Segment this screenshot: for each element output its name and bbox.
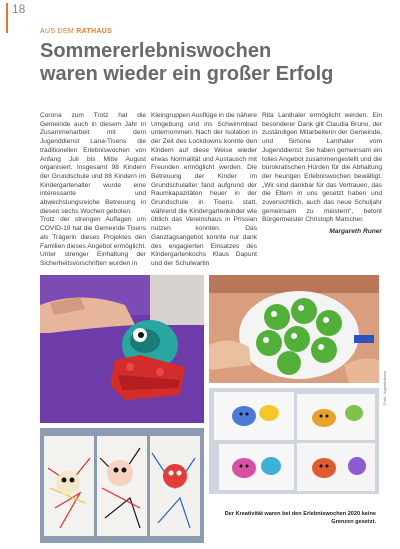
photo-splatter-figures <box>40 428 204 543</box>
paragraph: Corona zum Trotz hat die Gemeinde auch in diesem Jahr in Zusammenarbeit mit dem Jugenddienst Lana-Tisens die traditionellen Erlebniswochen von Anfang Juli bis Mitte August organisiert. Insgesamt 98 Kindern der Grundschule und 88 Kindern im Kindergartenalter wurde eine interessante und abwechslungsreiche Betreuung in diesen sechs Wochen geboten. <box>40 112 146 215</box>
section-prefix: AUS DEM <box>40 28 77 35</box>
paragraph: Rita Lanthaler ermöglicht werden. Ein besonderer Dank gilt Claudia Bruno, der zuständigen Mitarbeiterin der Gemeinde, und Simone Lanthaler vom Jugenddienst: Sie haben gemeinsam ein tolles Angebot zusammengestellt und die bürokratischen Hürden für die Abhaltung der heurigen Erlebniswochen bewältigt. „Wir sind dankbar für das Vertrauen, das die Eltern in uns gesetzt haben und zuversichtlich, auch das neue Schuljahr gemeinsam zu meistern“, betont Bürgermeister Christoph Matscher. <box>262 112 382 224</box>
photo-dinosaur-cupcakes <box>209 275 379 383</box>
text-column-1 <box>40 112 146 269</box>
paragraph: Trotz der strengen Auflagen um COVID-19 hat die Gemeinde Tisens als Trägerin dieses Projektes den Familien dieses Angebot ermöglicht. Unter strenger Einhaltung der Sicherheitsvorschriften wurden in <box>40 216 146 267</box>
photo-caption: Der Kreativität waren bei den Erlebniswochen 2020 keine Grenzen gesetzt. <box>224 511 376 525</box>
author-name: Margareth Runer <box>329 228 382 236</box>
photo-credit: Foto: Jugenddienst <box>382 370 387 405</box>
section-kicker <box>40 28 112 35</box>
title-line-1: Sommererlebniswochen <box>40 40 272 62</box>
photo-egg-carton-craft <box>40 275 204 423</box>
text-column-3 <box>262 112 382 237</box>
text-column-2 <box>151 112 257 269</box>
photo-monster-paintings <box>209 388 379 494</box>
title-line-2: waren wieder ein großer Erfolg <box>40 63 334 85</box>
article-title <box>40 40 385 86</box>
section-name: RATHAUS <box>76 28 113 35</box>
page-number: 18 <box>12 2 26 16</box>
paragraph: Kleingruppen Ausflüge in die nähere Umgebung und ins Schwimmbad unternommen. Nach der Isolation in der Zeit des Lockdowns konnte den Kindern auf diese Weise wieder etwas Normalität und Austausch mit Freunden ermöglicht werden. Die Betreuung der Kinder im Grundschulalter fand aufgrund der Raumkapazitäten heuer in der Grundschule in Tisens statt, während die Kindergartenkinder wie üblich das Vereinshaus in Prissian nutzen konnten. Das Ganztagsangebot konnte nur dank des engagierten Einsatzes des Kindergartenkochs Klaus Dapunt und der Schulwartin <box>151 112 257 267</box>
